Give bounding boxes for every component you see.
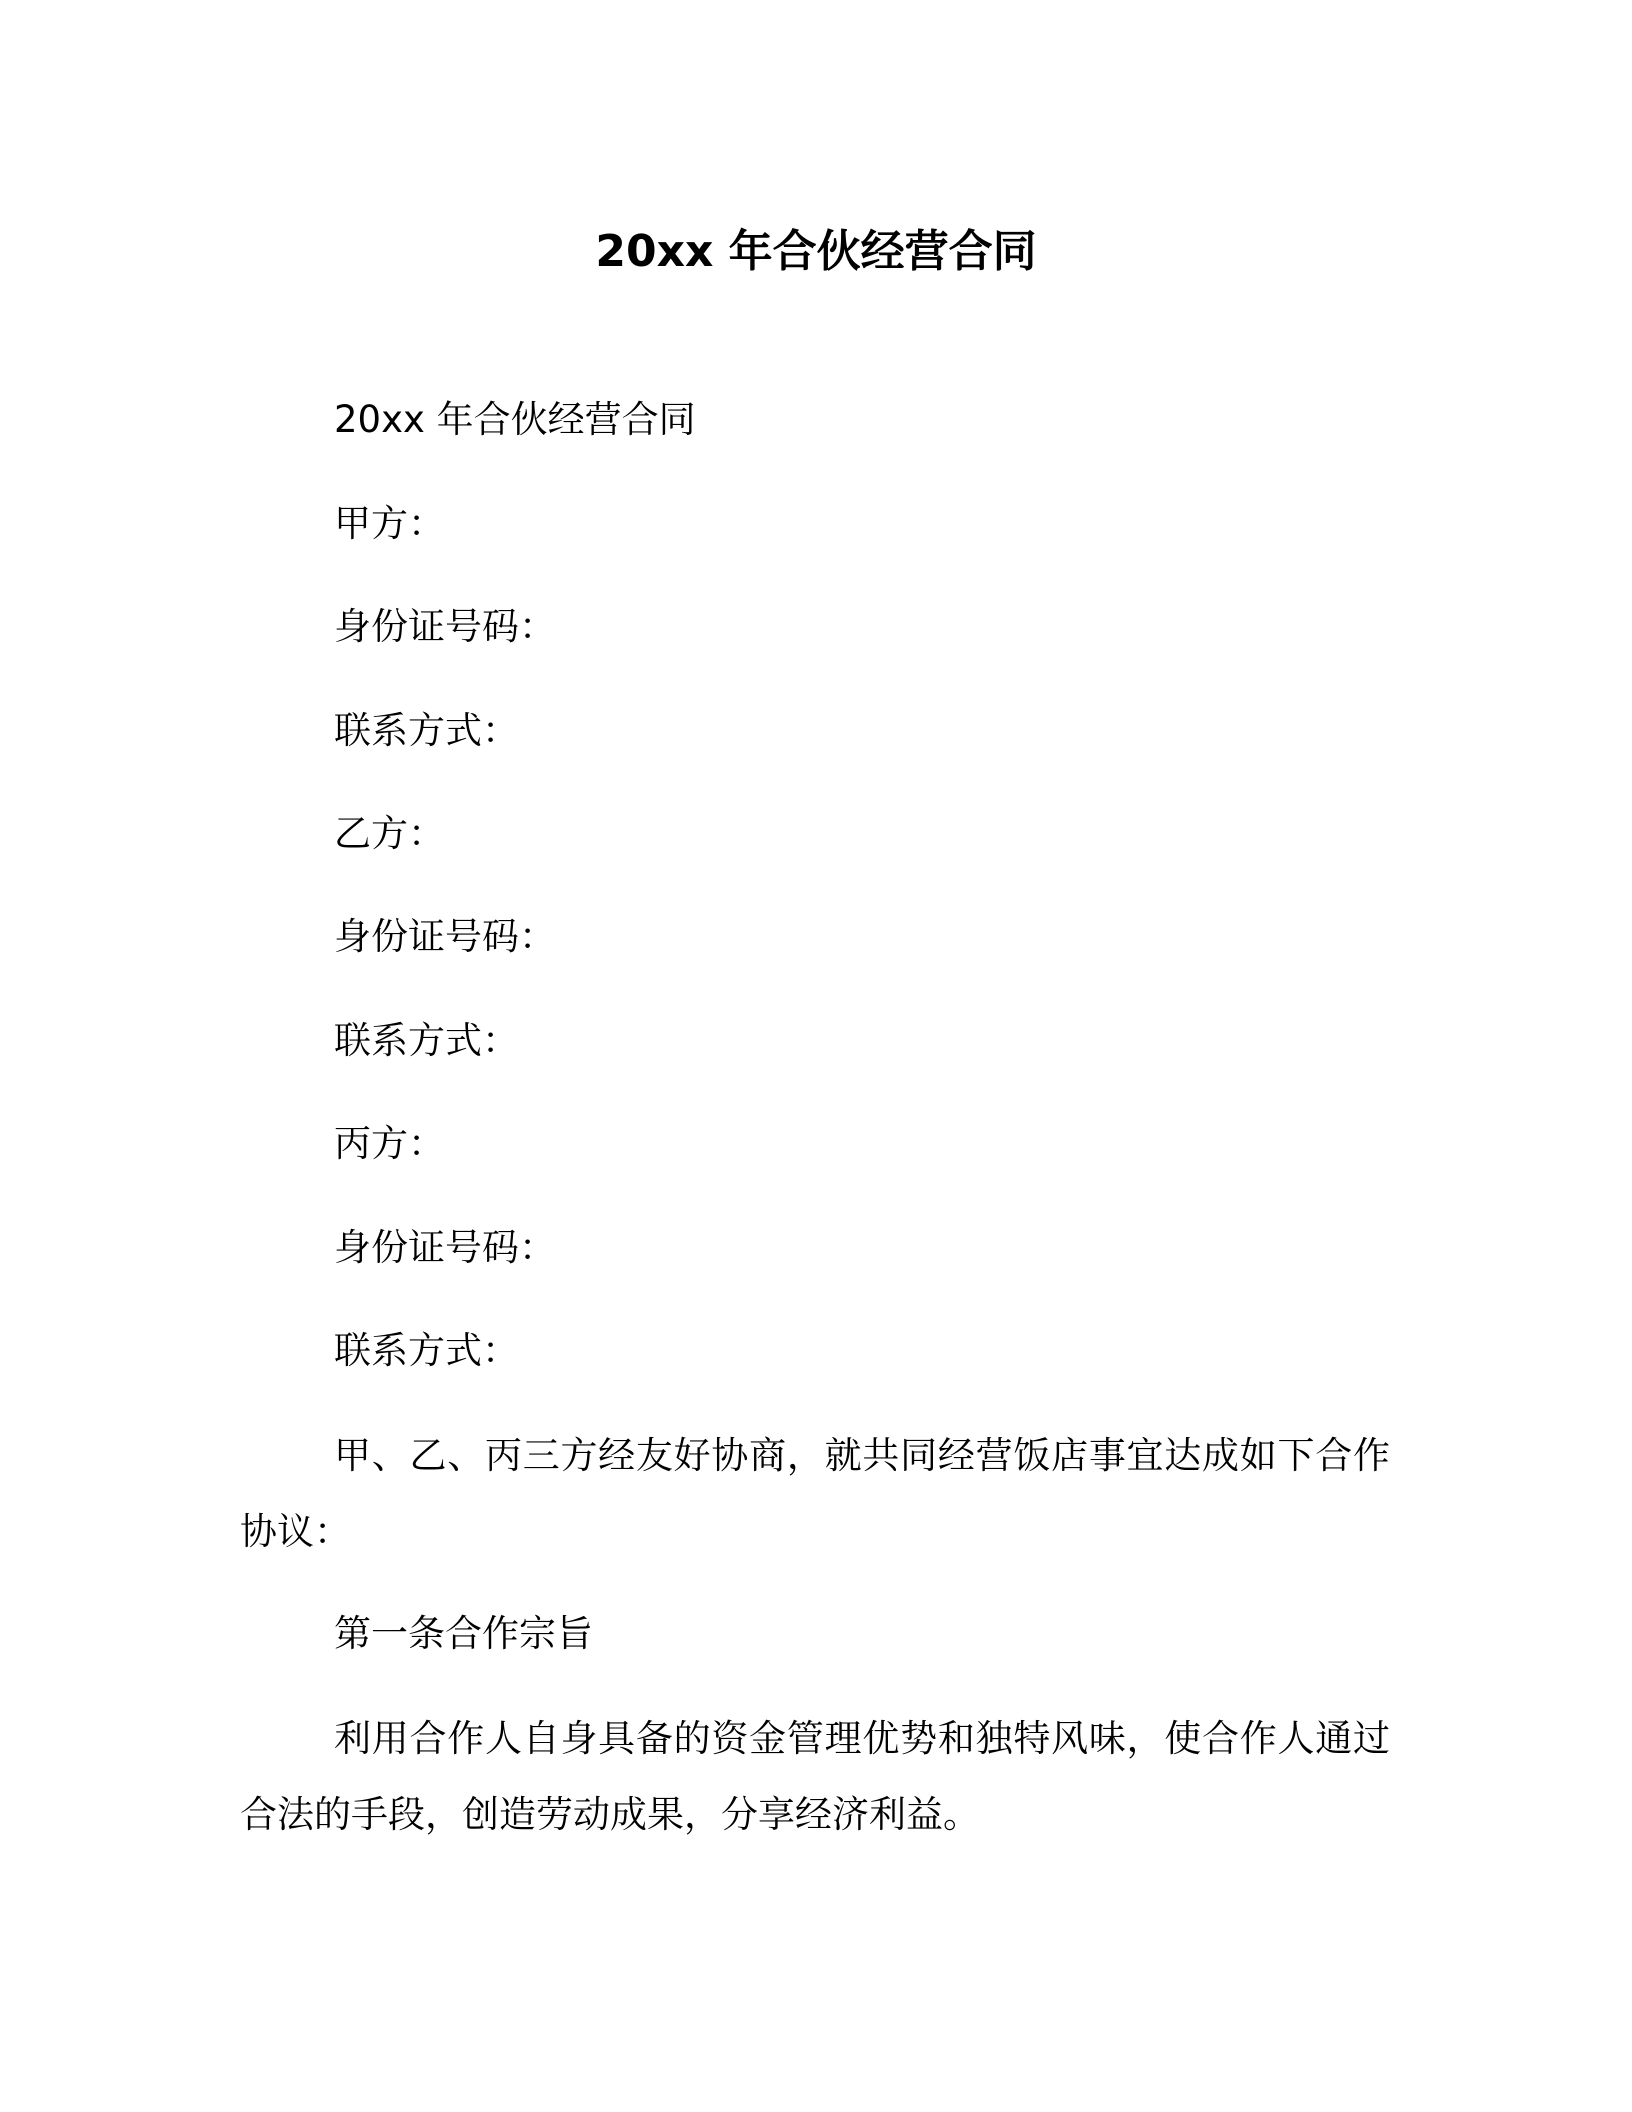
party-b-label: 乙方：: [334, 812, 445, 855]
party-b-contact-label: 联系方式：: [334, 1019, 519, 1062]
party-a-label: 甲方：: [334, 502, 445, 545]
party-b-id-label: 身份证号码：: [334, 915, 556, 958]
document-subtitle: 20xx 年合伙经营合同: [334, 398, 696, 441]
intro-paragraph: 甲、乙、丙三方经友好协商，就共同经营饭店事宜达成如下合作协议：: [240, 1434, 1390, 1553]
party-a-id-label: 身份证号码：: [334, 605, 556, 648]
document-title: 20xx 年合伙经营合同: [595, 226, 1037, 277]
party-c-contact-label: 联系方式：: [334, 1329, 519, 1372]
article-1-heading: 第一条合作宗旨: [334, 1612, 593, 1655]
party-c-label: 丙方：: [334, 1122, 445, 1165]
party-c-id-label: 身份证号码：: [334, 1226, 556, 1269]
party-a-contact-label: 联系方式：: [334, 709, 519, 752]
article-1-body: 利用合作人自身具备的资金管理优势和独特风味，使合作人通过合法的手段，创造劳动成果，分享经济利益。: [240, 1717, 1390, 1836]
